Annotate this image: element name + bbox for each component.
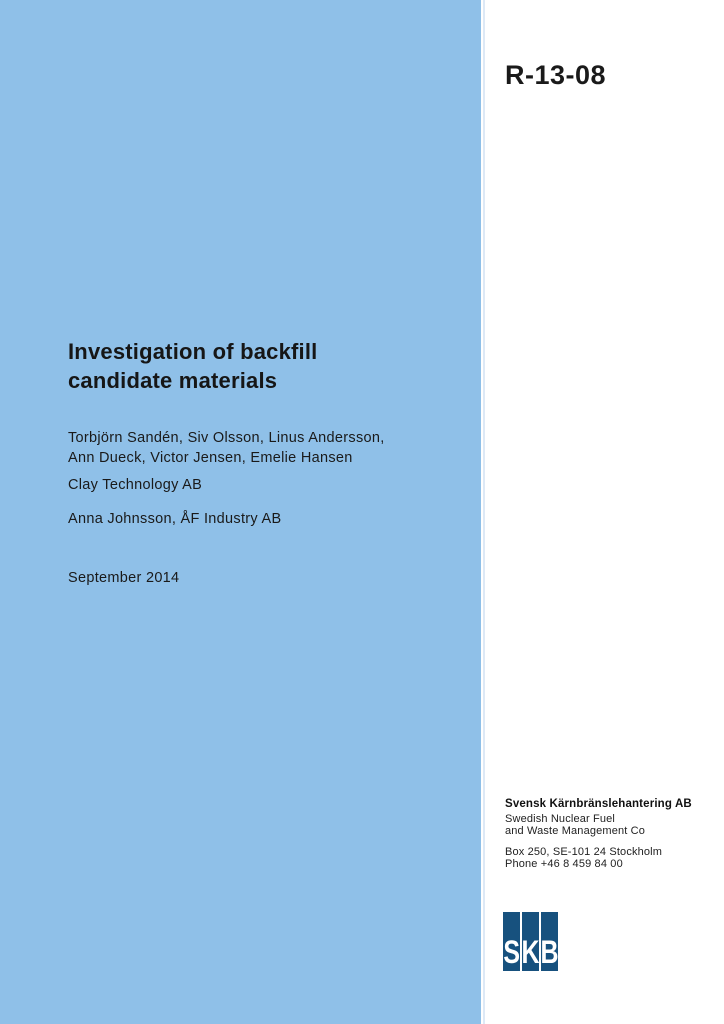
skb-logo-bar — [522, 912, 539, 971]
secondary-author: Anna Johnsson, ÅF Industry AB — [68, 511, 282, 527]
skb-logo-bar — [541, 912, 558, 971]
publisher-phone: Phone +46 8 459 84 00 — [505, 858, 623, 870]
skb-logo-letter-s: S — [503, 934, 520, 970]
authors-line2: Ann Dueck, Victor Jensen, Emelie Hansen — [68, 450, 353, 466]
publisher-info — [505, 798, 692, 871]
skb-logo-bar — [503, 912, 520, 971]
report-title-line2: candidate materials — [68, 367, 278, 393]
skb-logo-letter-b: B — [540, 934, 559, 970]
publisher-name: Svensk Kärnbränslehantering AB — [505, 798, 692, 810]
panel-edge-line — [483, 0, 485, 1024]
publisher-address: Box 250, SE-101 24 Stockholm — [505, 845, 663, 858]
affiliation: Clay Technology AB — [68, 477, 203, 493]
authors-list — [68, 428, 385, 468]
report-number: R-13-08 — [505, 60, 607, 90]
publisher-desc-line1: Swedish Nuclear Fuel — [505, 812, 615, 825]
authors-line1: Torbjörn Sandén, Siv Olsson, Linus Andersson, — [68, 430, 385, 446]
skb-logo-letter-k: K — [521, 934, 540, 970]
publisher-desc-line2: and Waste Management Co — [505, 825, 646, 837]
report-title-line1: Investigation of backfill — [68, 339, 318, 364]
report-title — [68, 338, 317, 395]
skb-logo — [503, 912, 558, 971]
publication-date: September 2014 — [68, 570, 180, 586]
